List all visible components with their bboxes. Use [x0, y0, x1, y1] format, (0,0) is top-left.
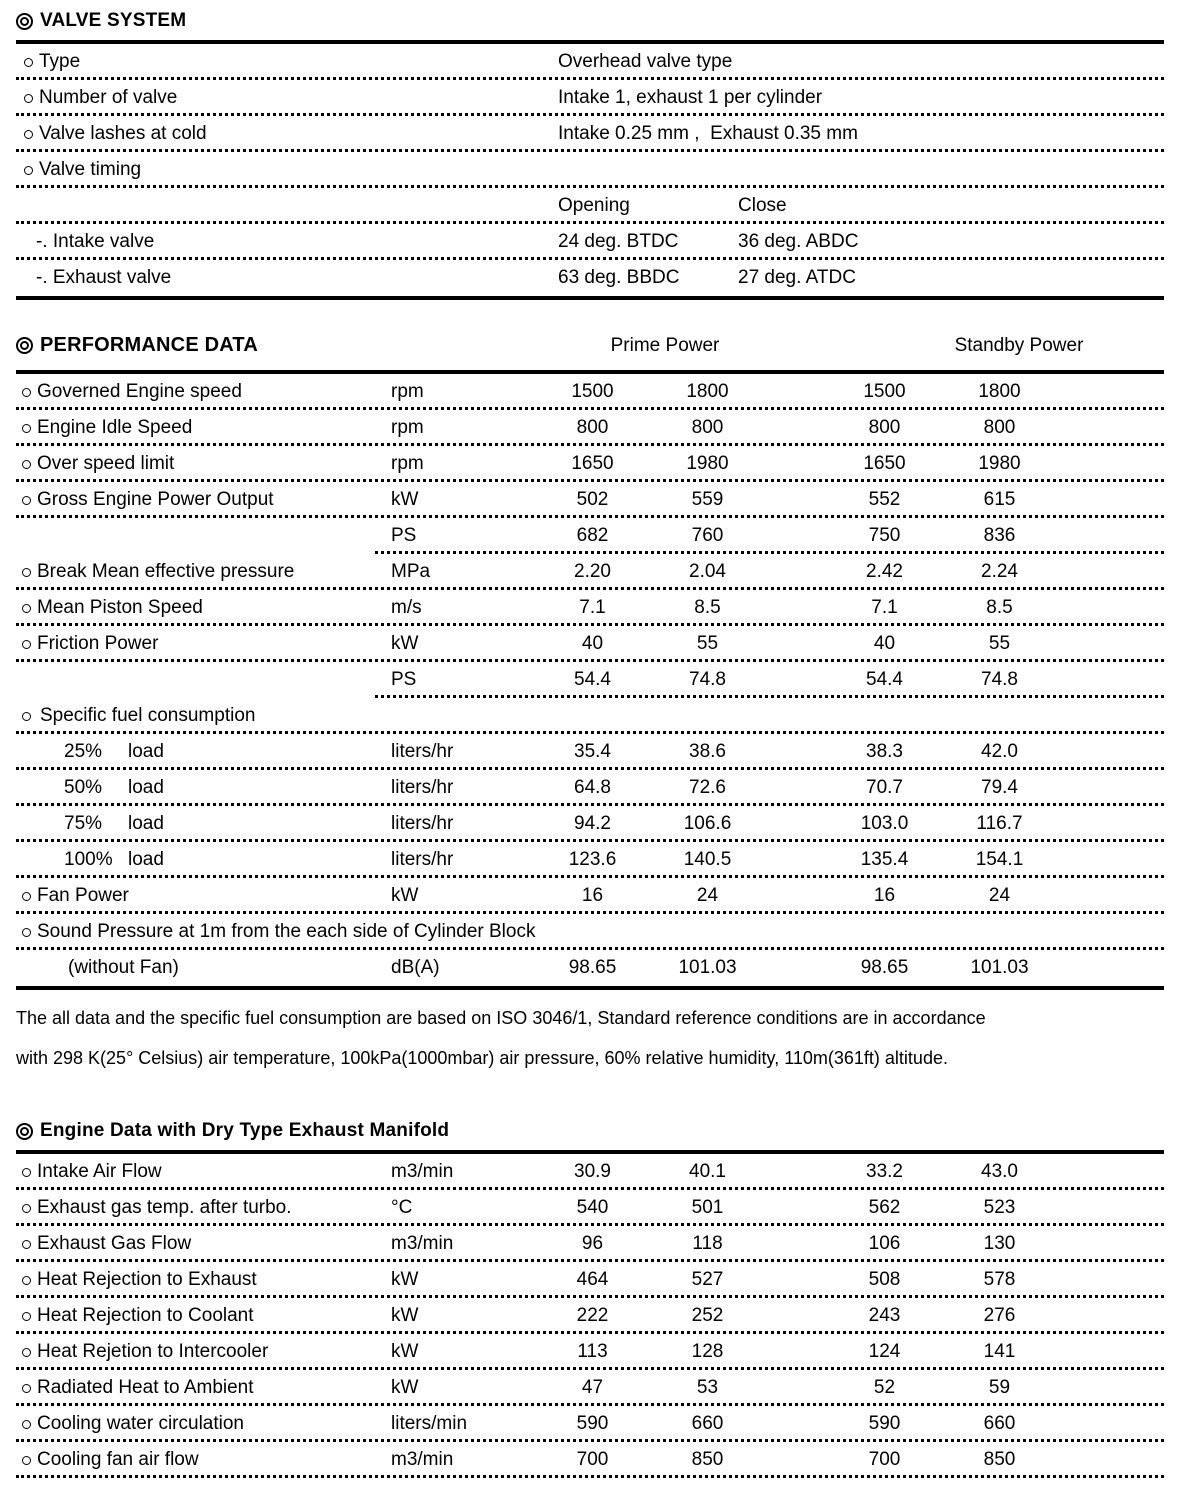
valve-system-heading-text: VALVE SYSTEM	[40, 10, 187, 31]
value-cell: 523	[983, 1197, 1016, 1218]
unit-cell: rpm	[391, 453, 424, 474]
performance-data-heading	[16, 334, 258, 357]
row-label	[16, 885, 375, 907]
value-cell: 1650	[863, 453, 906, 474]
circle-bullet-icon	[24, 94, 33, 103]
circle-bullet-icon	[22, 1168, 31, 1177]
row-label	[16, 597, 375, 619]
load-text: load	[128, 813, 164, 834]
table-row	[16, 44, 1164, 80]
row-label-text: Over speed limit	[37, 453, 175, 474]
circle-bullet-icon	[22, 1240, 31, 1249]
table-row	[16, 806, 1164, 842]
unit-cell: kW	[391, 1305, 419, 1326]
unit-cell: rpm	[391, 381, 424, 402]
unit-cell: liters/hr	[391, 741, 454, 762]
row-label	[16, 381, 375, 403]
value-cell: 128	[691, 1341, 724, 1362]
value-cell: 101.03	[970, 957, 1029, 978]
row-label-text: Cooling fan air flow	[37, 1449, 199, 1470]
value-cell: 40	[873, 633, 896, 654]
table-row	[16, 446, 1164, 482]
sound-pressure-heading-row	[16, 914, 1164, 950]
value-cell: 1500	[863, 381, 906, 402]
value-cell: 130	[983, 1233, 1016, 1254]
row-label	[16, 1197, 375, 1219]
value-cell: 116.7	[976, 813, 1023, 834]
valve-timing-close-value: 36 deg. ABDC	[738, 231, 859, 252]
value-cell: 800	[868, 417, 901, 438]
value-cell: 24	[988, 885, 1011, 906]
row-label-text: Valve lashes at cold	[39, 123, 207, 144]
value-cell: 527	[691, 1269, 724, 1290]
value-cell: 40.1	[689, 1161, 726, 1182]
double-circle-icon	[16, 1123, 33, 1140]
value-cell: 850	[691, 1449, 724, 1470]
valve-system-table	[16, 40, 1164, 300]
unit-cell: kW	[391, 1377, 419, 1398]
value-cell: 72.6	[689, 777, 726, 798]
table-row	[16, 878, 1164, 914]
row-label-text: Valve timing	[39, 159, 142, 180]
fuel-consumption-heading-row	[16, 698, 1164, 734]
value-cell: 2.24	[981, 561, 1018, 582]
row-label	[16, 417, 375, 439]
value-cell: 16	[873, 885, 896, 906]
value-cell: 660	[983, 1413, 1016, 1434]
row-label	[16, 1233, 375, 1255]
circle-bullet-icon	[24, 58, 33, 67]
value-cell: 615	[983, 489, 1016, 510]
dry-manifold-heading-text: Engine Data with Dry Type Exhaust Manifold	[40, 1120, 450, 1141]
circle-bullet-icon	[24, 166, 33, 175]
unit-cell: m3/min	[391, 1233, 454, 1254]
value-cell: 98.65	[860, 957, 909, 978]
unit-cell: m3/min	[391, 1449, 454, 1470]
row-label	[16, 267, 558, 289]
value-cell: 578	[983, 1269, 1016, 1290]
row-label	[16, 123, 558, 145]
table-row	[16, 770, 1164, 806]
circle-bullet-icon	[22, 1456, 31, 1465]
load-text: load	[128, 849, 164, 870]
row-label-text: Type	[39, 51, 81, 72]
row-label-text: Fan Power	[37, 885, 129, 906]
row-label	[16, 1341, 375, 1363]
unit-cell: liters/hr	[391, 849, 454, 870]
row-label	[16, 957, 375, 979]
row-label	[16, 777, 375, 799]
value-cell: 540	[576, 1197, 609, 1218]
value-cell: 103.0	[860, 813, 909, 834]
value-cell: 24	[696, 885, 719, 906]
table-row	[16, 80, 1164, 116]
value-cell: 464	[576, 1269, 609, 1290]
value-cell: 501	[691, 1197, 724, 1218]
row-value: Overhead valve type	[558, 51, 733, 72]
valve-timing-header-row	[16, 188, 1164, 224]
value-cell: 124	[868, 1341, 901, 1362]
row-label-text: Intake Air Flow	[37, 1161, 162, 1182]
table-row	[16, 950, 1164, 986]
circle-bullet-icon	[22, 496, 31, 505]
circle-bullet-icon	[22, 640, 31, 649]
row-label-text: Gross Engine Power Output	[37, 489, 274, 510]
value-cell: 154.1	[975, 849, 1024, 870]
circle-bullet-icon	[22, 604, 31, 613]
value-cell: 113	[577, 1341, 608, 1362]
row-label-text: -. Intake valve	[36, 231, 155, 252]
row-label-text: Number of valve	[39, 87, 178, 108]
row-label-text: Sound Pressure at 1m from the each side of Cylinder Block	[37, 921, 536, 942]
load-text: load	[128, 777, 164, 798]
row-label-text: Heat Rejection to Coolant	[37, 1305, 254, 1326]
unit-cell: kW	[391, 1341, 419, 1362]
value-cell: 33.2	[866, 1161, 903, 1182]
value-cell: 106.6	[683, 813, 732, 834]
value-cell: 1800	[978, 381, 1021, 402]
value-cell: 35.4	[574, 741, 611, 762]
row-label-text: Break Mean effective pressure	[37, 561, 295, 582]
double-circle-icon	[16, 337, 33, 354]
valve-system-heading	[16, 10, 1180, 32]
value-cell: 2.42	[866, 561, 903, 582]
table-row	[16, 410, 1164, 446]
row-label-text: Governed Engine speed	[37, 381, 242, 402]
value-cell: 552	[868, 489, 901, 510]
value-cell: 30.9	[574, 1161, 611, 1182]
valve-timing-opening-value: 24 deg. BTDC	[558, 231, 679, 252]
circle-bullet-icon	[22, 1276, 31, 1285]
performance-data-heading-text: PERFORMANCE DATA	[40, 334, 259, 356]
load-percent: 25%	[64, 741, 103, 762]
circle-bullet-icon	[22, 1420, 31, 1429]
row-label	[16, 1449, 375, 1471]
value-cell: 850	[983, 1449, 1016, 1470]
row-label-text: (without Fan)	[68, 957, 179, 978]
dry-manifold-table	[16, 1150, 1164, 1478]
value-cell: 135.4	[860, 849, 909, 870]
value-cell: 508	[868, 1269, 901, 1290]
value-cell: 222	[576, 1305, 609, 1326]
value-cell: 59	[988, 1377, 1011, 1398]
value-cell: 54.4	[866, 669, 903, 690]
circle-bullet-icon	[24, 130, 33, 139]
value-cell: 800	[691, 417, 724, 438]
row-label	[16, 1161, 375, 1183]
value-cell: 16	[581, 885, 604, 906]
value-cell: 1980	[978, 453, 1021, 474]
table-row	[16, 518, 1164, 554]
unit-cell: kW	[391, 489, 419, 510]
table-row	[16, 1226, 1164, 1262]
unit-cell: liters/min	[391, 1413, 468, 1434]
row-label	[16, 921, 1164, 943]
value-cell: 1800	[686, 381, 729, 402]
row-label-text: Exhaust Gas Flow	[37, 1233, 192, 1254]
circle-bullet-icon	[22, 928, 31, 937]
value-cell: 94.2	[574, 813, 611, 834]
circle-bullet-icon	[22, 424, 31, 433]
table-row	[16, 1262, 1164, 1298]
value-cell: 760	[691, 525, 724, 546]
value-cell: 2.20	[574, 561, 611, 582]
row-label	[16, 87, 558, 109]
valve-timing-opening-header: Opening	[558, 195, 630, 216]
table-row	[16, 554, 1164, 590]
row-label	[16, 1269, 375, 1291]
table-row	[16, 116, 1164, 152]
load-text: load	[128, 741, 164, 762]
table-row	[16, 152, 1164, 188]
row-label	[16, 1377, 375, 1399]
row-label	[16, 453, 375, 475]
valve-timing-close-value: 27 deg. ATDC	[738, 267, 856, 288]
valve-timing-opening-value: 63 deg. BBDC	[558, 267, 680, 288]
value-cell: 106	[868, 1233, 901, 1254]
value-cell: 836	[983, 525, 1016, 546]
row-label	[16, 633, 375, 655]
value-cell: 8.5	[694, 597, 721, 618]
row-label	[16, 1305, 375, 1327]
row-label-text: Friction Power	[37, 633, 159, 654]
row-label-text: Cooling water circulation	[37, 1413, 244, 1434]
value-cell: 1980	[686, 453, 729, 474]
circle-bullet-icon	[22, 1348, 31, 1357]
value-cell: 96	[581, 1233, 604, 1254]
row-value: Intake 0.25 mm , Exhaust 0.35 mm	[558, 123, 858, 144]
table-row	[16, 1154, 1164, 1190]
table-row	[16, 842, 1164, 878]
row-label-text: Heat Rejection to Exhaust	[37, 1269, 257, 1290]
table-row	[16, 1406, 1164, 1442]
row-label-text: Mean Piston Speed	[37, 597, 203, 618]
circle-bullet-icon	[22, 460, 31, 469]
circle-bullet-icon	[22, 892, 31, 901]
row-label	[16, 705, 1164, 727]
circle-bullet-icon	[22, 1384, 31, 1393]
prime-power-group-header: Prime Power	[610, 335, 720, 356]
unit-cell: PS	[391, 525, 417, 546]
circle-bullet-icon	[22, 1204, 31, 1213]
value-cell: 140.5	[683, 849, 732, 870]
table-row	[16, 224, 1164, 260]
table-row	[16, 374, 1164, 410]
unit-cell: MPa	[391, 561, 431, 582]
value-cell: 101.03	[678, 957, 737, 978]
value-cell: 562	[868, 1197, 901, 1218]
value-cell: 750	[868, 525, 901, 546]
value-cell: 276	[983, 1305, 1016, 1326]
value-cell: 682	[576, 525, 609, 546]
table-row	[16, 734, 1164, 770]
value-cell: 74.8	[689, 669, 726, 690]
table-row	[16, 482, 1164, 518]
unit-cell: kW	[391, 1269, 419, 1290]
unit-cell: m3/min	[391, 1161, 454, 1182]
value-cell: 54.4	[574, 669, 611, 690]
table-row	[16, 626, 1164, 662]
value-cell: 590	[868, 1413, 901, 1434]
row-label-text: Engine Idle Speed	[37, 417, 193, 438]
standby-power-group-header: Standby Power	[954, 335, 1084, 356]
row-label-text: Exhaust gas temp. after turbo.	[37, 1197, 292, 1218]
row-label	[16, 813, 375, 835]
value-cell: 42.0	[981, 741, 1018, 762]
unit-cell: kW	[391, 885, 419, 906]
table-row	[16, 1442, 1164, 1478]
value-cell: 252	[691, 1305, 724, 1326]
value-cell: 502	[576, 489, 609, 510]
value-cell: 52	[873, 1377, 896, 1398]
value-cell: 7.1	[579, 597, 606, 618]
value-cell: 74.8	[981, 669, 1018, 690]
unit-cell: liters/hr	[391, 813, 454, 834]
value-cell: 79.4	[981, 777, 1018, 798]
circle-bullet-icon	[22, 388, 31, 397]
unit-cell: kW	[391, 633, 419, 654]
iso-note-line-2: with 298 K(25° Celsius) air temperature, 100kPa(1000mbar) air pressure, 60% relative humidity, 110m(361ft) altitude.	[16, 1048, 948, 1068]
row-label	[16, 51, 558, 73]
value-cell: 55	[696, 633, 719, 654]
value-cell: 800	[983, 417, 1016, 438]
row-label	[16, 561, 375, 583]
valve-timing-close-header: Close	[738, 195, 787, 216]
unit-cell: m/s	[391, 597, 422, 618]
value-cell: 64.8	[574, 777, 611, 798]
table-row	[16, 1334, 1164, 1370]
value-cell: 7.1	[871, 597, 898, 618]
unit-cell: PS	[391, 669, 417, 690]
value-cell: 47	[581, 1377, 604, 1398]
table-row	[16, 1370, 1164, 1406]
value-cell: 1650	[571, 453, 614, 474]
row-label-text: Radiated Heat to Ambient	[37, 1377, 254, 1398]
value-cell: 1500	[571, 381, 614, 402]
row-value: Intake 1, exhaust 1 per cylinder	[558, 87, 823, 108]
value-cell: 559	[691, 489, 724, 510]
row-label-text: -. Exhaust valve	[36, 267, 172, 288]
value-cell: 8.5	[986, 597, 1013, 618]
load-percent: 50%	[64, 777, 103, 798]
value-cell: 243	[868, 1305, 901, 1326]
circle-bullet-icon	[22, 1312, 31, 1321]
value-cell: 2.04	[689, 561, 726, 582]
value-cell: 38.6	[689, 741, 726, 762]
value-cell: 40	[581, 633, 604, 654]
value-cell: 118	[692, 1233, 723, 1254]
iso-note-line-1: The all data and the specific fuel consumption are based on ISO 3046/1, Standard reference conditions are in accordance	[16, 1008, 986, 1028]
row-label	[16, 849, 375, 871]
value-cell: 55	[988, 633, 1011, 654]
table-row	[16, 260, 1164, 296]
row-label	[16, 231, 558, 253]
row-label	[16, 159, 558, 181]
value-cell: 660	[691, 1413, 724, 1434]
table-row	[16, 1190, 1164, 1226]
iso-note	[16, 990, 1164, 1078]
row-label-text: Specific fuel consumption	[40, 705, 256, 726]
load-percent: 100%	[64, 849, 113, 870]
value-cell: 53	[696, 1377, 719, 1398]
table-row	[16, 590, 1164, 626]
value-cell: 700	[576, 1449, 609, 1470]
dry-manifold-heading	[16, 1120, 1180, 1142]
value-cell: 590	[576, 1413, 609, 1434]
value-cell: 70.7	[866, 777, 903, 798]
unit-cell: rpm	[391, 417, 424, 438]
unit-cell: dB(A)	[391, 957, 440, 978]
value-cell: 43.0	[981, 1161, 1018, 1182]
unit-cell: °C	[391, 1197, 413, 1218]
table-row	[16, 1298, 1164, 1334]
row-label	[16, 741, 375, 763]
value-cell: 38.3	[866, 741, 903, 762]
table-row	[16, 662, 1164, 698]
load-percent: 75%	[64, 813, 103, 834]
row-label-text: Heat Rejetion to Intercooler	[37, 1341, 269, 1362]
row-label	[16, 1413, 375, 1435]
circle-bullet-icon	[22, 568, 31, 577]
unit-cell: liters/hr	[391, 777, 454, 798]
value-cell: 800	[576, 417, 609, 438]
double-circle-icon	[16, 13, 33, 30]
value-cell: 141	[983, 1341, 1016, 1362]
value-cell: 700	[868, 1449, 901, 1470]
row-label	[16, 489, 375, 511]
performance-data-table	[16, 370, 1164, 990]
circle-bullet-icon	[22, 712, 31, 721]
value-cell: 123.6	[568, 849, 617, 870]
value-cell: 98.65	[568, 957, 617, 978]
